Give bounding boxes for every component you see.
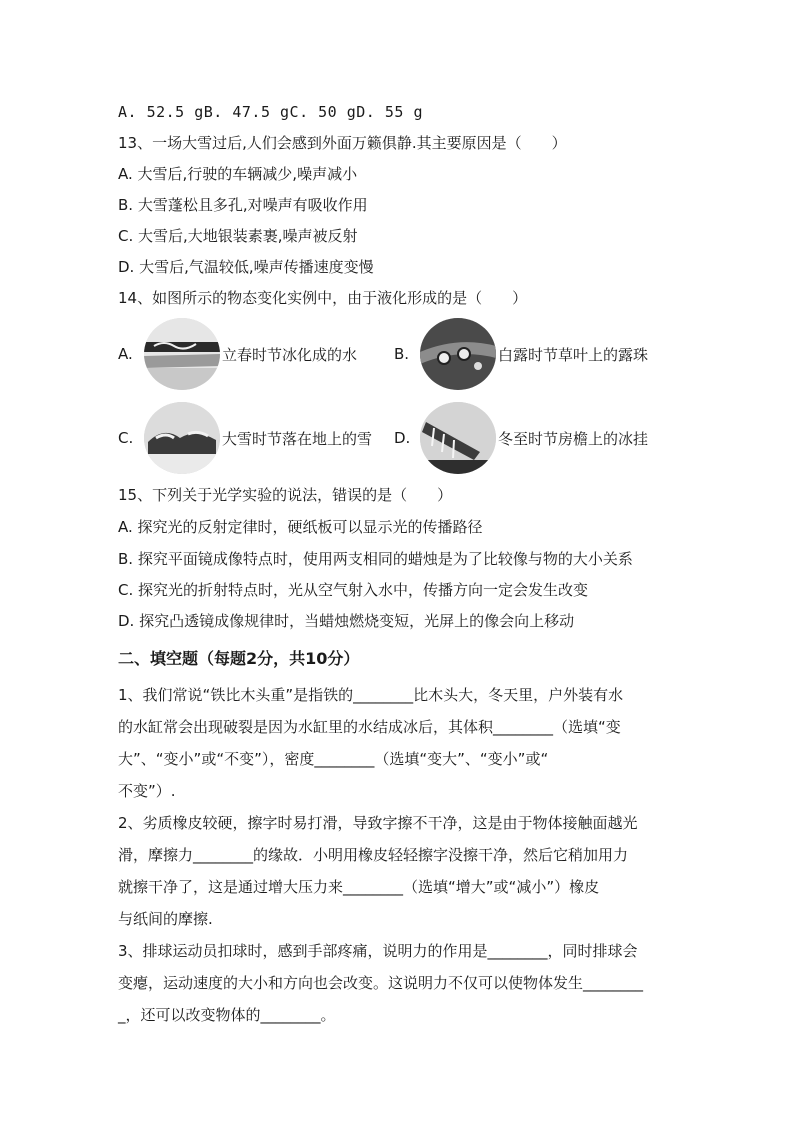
fill-line: 3、排球运动员扣球时，感到手部疼痛，说明力的作用是________，同时排球会 [118, 942, 638, 960]
q12-options: A. 52.5 gB. 47.5 gC. 50 gD. 55 g [118, 103, 423, 121]
fill-line: 不变”）. [118, 782, 176, 800]
q13-option-d: D. 大雪后,气温较低,噪声传播速度变慢 [118, 258, 374, 276]
q15-option-a: A. 探究光的反射定律时，硬纸板可以显示光的传播路径 [118, 518, 483, 536]
q13-stem: 13、一场大雪过后,人们会感到外面万籁俱静.其主要原因是（ ） [118, 134, 567, 152]
q14-options-row-1 [118, 318, 678, 390]
q14-option-a-caption: 立春时节冰化成的水 [222, 345, 358, 364]
q14-option-b-caption: 白露时节草叶上的露珠 [498, 345, 649, 364]
q14-option-c [118, 402, 372, 474]
option-letter: C. [118, 429, 134, 447]
q14-option-b [394, 318, 648, 390]
section-title: 二、填空题（每题2分，共10分） [118, 649, 360, 668]
fill-line: 1、我们常说“铁比木头重”是指铁的________比木头大，冬天里，户外装有水 [118, 686, 624, 704]
q15-option-d: D. 探究凸透镜成像规律时，当蜡烛燃烧变短，光屏上的像会向上移动 [118, 612, 575, 630]
fill-line: 的水缸常会出现破裂是因为水缸里的水结成冰后，其体积________（选填“变 [118, 718, 621, 736]
fill-line: 就擦干净了，这是通过增大压力来________（选填“增大”或“减小”）橡皮 [118, 878, 600, 896]
q15-stem: 15、下列关于光学实验的说法，错误的是（ ） [118, 486, 453, 504]
q14-option-d-caption: 冬至时节房檐上的冰挂 [498, 429, 649, 448]
q13-option-c: C. 大雪后,大地银装素裹,噪声被反射 [118, 227, 358, 245]
q13-option-b: B. 大雪蓬松且多孔,对噪声有吸收作用 [118, 196, 368, 214]
q13-option-a: A. 大雪后,行驶的车辆减少,噪声减小 [118, 165, 358, 183]
snow-scene-picture [144, 402, 220, 474]
option-letter: A. [118, 345, 133, 363]
fill-line: 2、劣质橡皮较硬，擦字时易打滑，导致字擦不干净，这是由于物体接触面越光 [118, 814, 638, 832]
fill-line: 滑，摩擦力________的缘故．小明用橡皮轻轻擦字没擦干净，然后它稍加用力 [118, 846, 629, 864]
q14-option-a [118, 318, 357, 390]
icicles-picture [420, 402, 496, 474]
dew-drops-picture [420, 318, 496, 390]
q14-option-d [394, 402, 648, 474]
fill-line: 大”、“变小”或“不变”），密度________（选填“变大”、“变小”或“ [118, 750, 549, 768]
option-letter: B. [394, 345, 410, 363]
q15-option-b: B. 探究平面镜成像特点时，使用两支相同的蜡烛是为了比较像与物的大小关系 [118, 550, 633, 568]
q14-stem: 14、如图所示的物态变化实例中，由于液化形成的是（ ） [118, 289, 528, 307]
fill-line: _，还可以改变物体的________。 [118, 1006, 336, 1024]
q14-options-row-2 [118, 402, 678, 474]
q15-option-c: C. 探究光的折射特点时，光从空气射入水中，传播方向一定会发生改变 [118, 581, 589, 599]
q14-option-c-caption: 大雪时节落在地上的雪 [222, 429, 373, 448]
fill-line: 变瘪，运动速度的大小和方向也会改变。这说明力不仅可以使物体发生________ [118, 974, 644, 992]
ice-melting-picture [144, 318, 220, 390]
fill-line: 与纸间的摩擦. [118, 910, 213, 928]
option-letter: D. [394, 429, 411, 447]
